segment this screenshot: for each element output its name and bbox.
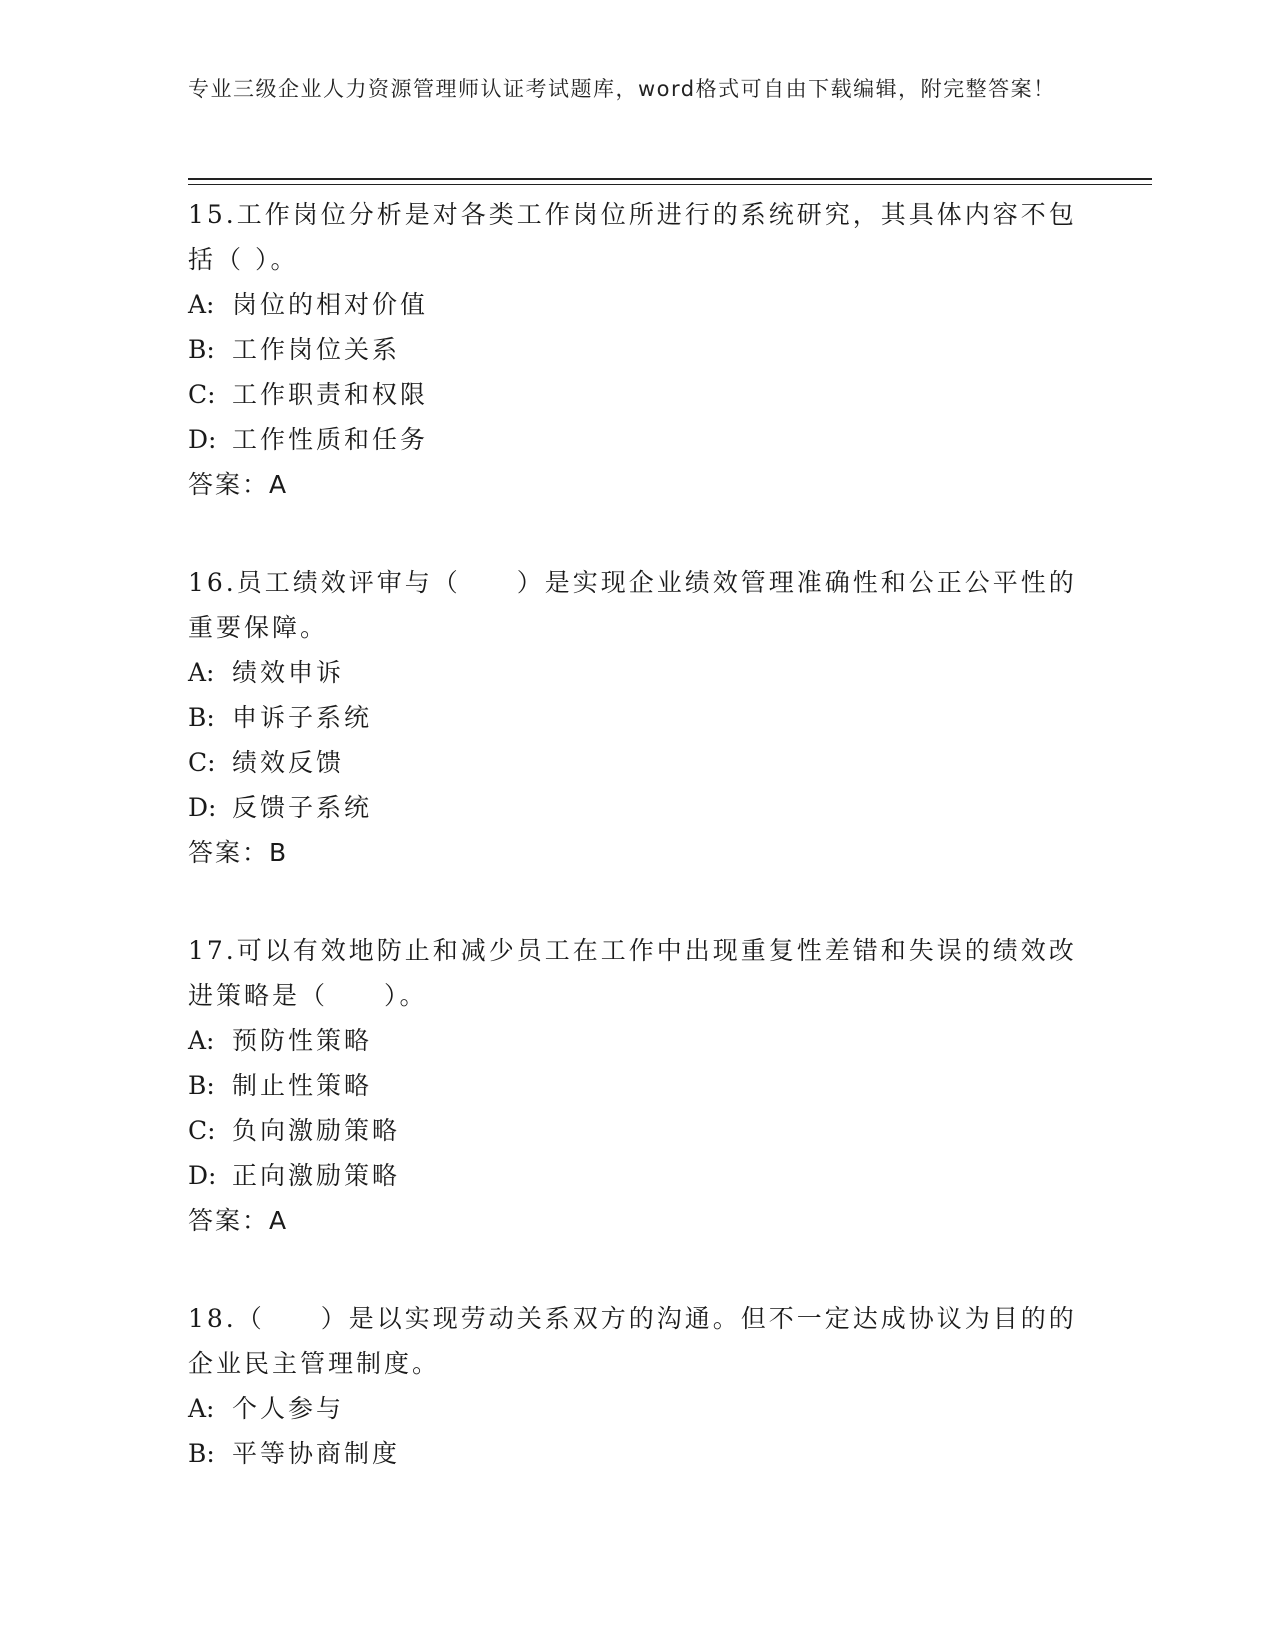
option-label: A: xyxy=(188,1026,215,1055)
option-a xyxy=(188,650,1088,695)
option-label: D: xyxy=(188,1161,217,1190)
option-text: 绩效反馈 xyxy=(232,748,345,777)
option-a xyxy=(188,1386,1088,1431)
option-label: A: xyxy=(188,290,215,319)
question-stem: 18.（ ）是以实现劳动关系双方的沟通。但不一定达成协议为目的的企业民主管理制度。 xyxy=(188,1304,1077,1378)
option-text: 负向激励策略 xyxy=(232,1116,401,1145)
option-text: 平等协商制度 xyxy=(232,1439,401,1468)
option-label: C: xyxy=(188,748,216,777)
option-text: 工作职责和权限 xyxy=(232,380,429,409)
document-header: 专业三级企业人力资源管理师认证考试题库，word格式可自由下载编辑，附完整答案！ xyxy=(188,77,1056,101)
option-text: 工作性质和任务 xyxy=(232,425,429,454)
option-text: 反馈子系统 xyxy=(232,793,373,822)
option-d xyxy=(188,417,1088,462)
option-text: 预防性策略 xyxy=(232,1026,373,1055)
option-text: 制止性策略 xyxy=(232,1071,373,1100)
option-label: B: xyxy=(188,335,215,364)
option-label: B: xyxy=(188,703,215,732)
option-text: 绩效申诉 xyxy=(232,658,345,687)
header-rule-thick xyxy=(188,178,1152,180)
option-a xyxy=(188,282,1088,327)
question-list xyxy=(188,192,1088,1528)
question-stem: 17.可以有效地防止和减少员工在工作中出现重复性差错和失误的绩效改进策略是（ ）。 xyxy=(188,936,1077,1010)
option-label: A: xyxy=(188,1394,215,1423)
option-a xyxy=(188,1018,1088,1063)
option-text: 个人参与 xyxy=(232,1394,345,1423)
option-b xyxy=(188,327,1088,372)
option-label: C: xyxy=(188,1116,216,1145)
answer-line: 答案：B xyxy=(188,838,289,867)
option-b xyxy=(188,695,1088,740)
answer-line: 答案：A xyxy=(188,1206,289,1235)
option-b xyxy=(188,1063,1088,1108)
question-17 xyxy=(188,928,1088,1244)
question-stem: 15.工作岗位分析是对各类工作岗位所进行的系统研究，其具体内容不包括（ ）。 xyxy=(188,200,1077,274)
option-label: B: xyxy=(188,1071,215,1100)
option-c xyxy=(188,1108,1088,1153)
option-text: 工作岗位关系 xyxy=(232,335,401,364)
answer-line: 答案：A xyxy=(188,470,289,499)
question-16 xyxy=(188,560,1088,876)
option-label: D: xyxy=(188,793,217,822)
option-text: 申诉子系统 xyxy=(232,703,373,732)
question-stem: 16.员工绩效评审与（ ）是实现企业绩效管理准确性和公正公平性的重要保障。 xyxy=(188,568,1077,642)
header-rule-thin xyxy=(188,184,1152,185)
option-c xyxy=(188,740,1088,785)
option-d xyxy=(188,1153,1088,1198)
option-label: D: xyxy=(188,425,217,454)
option-c xyxy=(188,372,1088,417)
option-b xyxy=(188,1431,1088,1476)
question-15 xyxy=(188,192,1088,508)
option-text: 岗位的相对价值 xyxy=(232,290,429,319)
option-label: C: xyxy=(188,380,216,409)
option-label: B: xyxy=(188,1439,215,1468)
option-text: 正向激励策略 xyxy=(232,1161,401,1190)
option-d xyxy=(188,785,1088,830)
question-18 xyxy=(188,1296,1088,1476)
option-label: A: xyxy=(188,658,215,687)
